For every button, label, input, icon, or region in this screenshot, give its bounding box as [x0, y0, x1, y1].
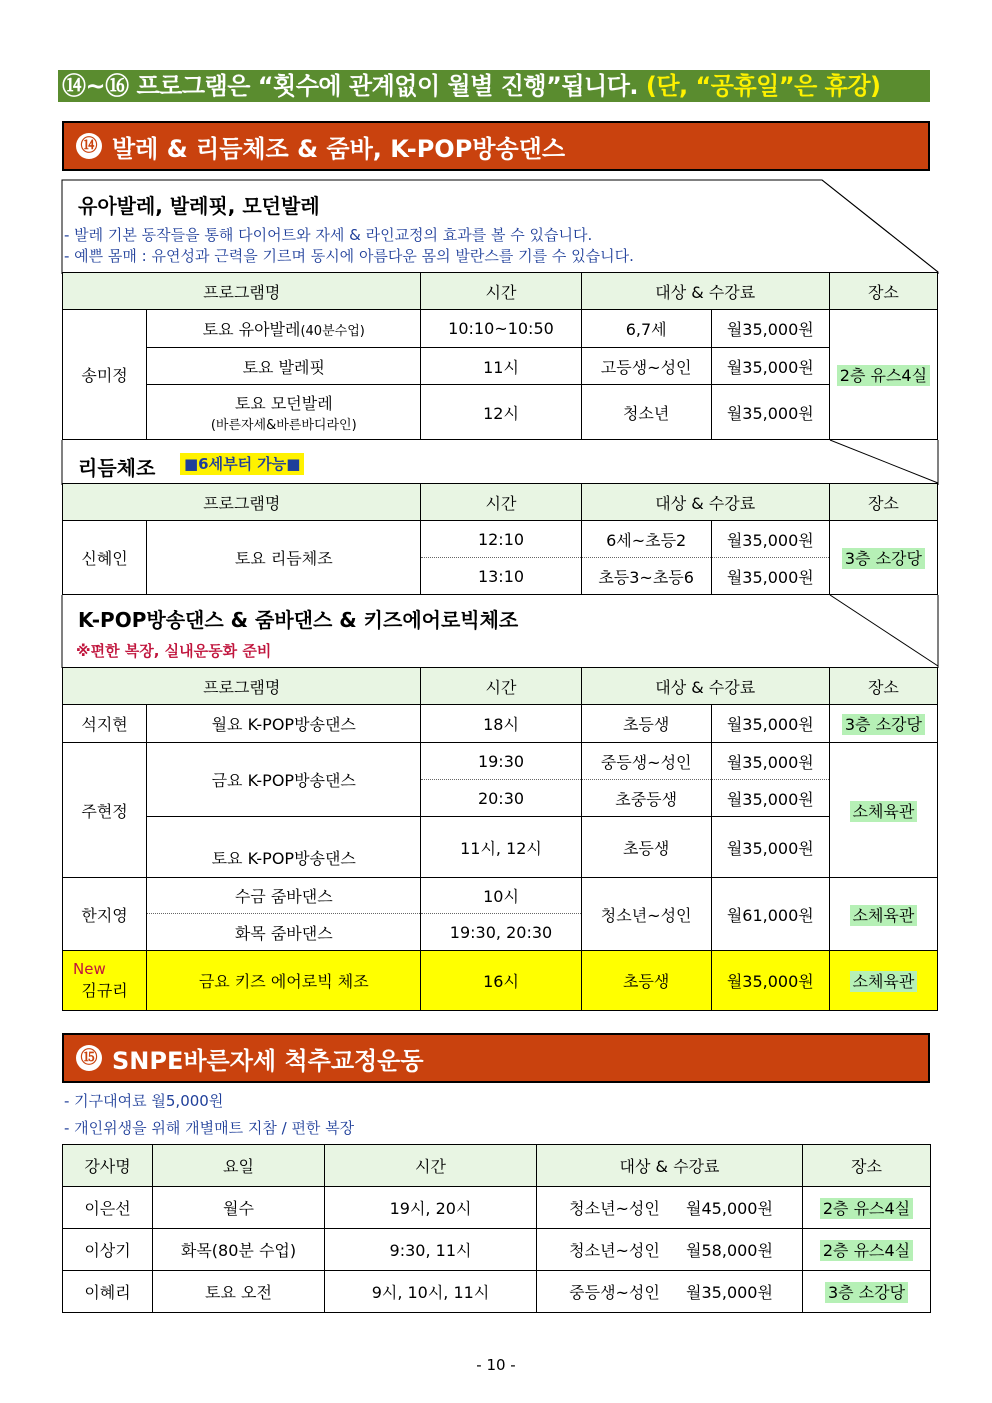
program-cell: 토요 K-POP방송댄스	[147, 817, 421, 878]
banner-highlight: (단, “공휴일”은 휴강)	[645, 72, 881, 100]
target-cell: 고등생~성인	[581, 348, 711, 385]
place-label: 2층 유스4실	[820, 1198, 913, 1219]
time-cell: 10:10~10:50	[421, 310, 581, 348]
section-14-number: ⑭	[76, 133, 102, 159]
instructor-cell: 이상기	[63, 1229, 153, 1271]
program-cell	[147, 385, 421, 440]
section-15-number: ⑮	[76, 1045, 102, 1071]
fee-cell: 월61,000원	[711, 878, 829, 951]
banner-lead: ⑭~⑯ 프로그램은 “횟수에 관계없이 월별 진행”됩니다.	[62, 72, 639, 100]
rhythm-badge-wrap	[180, 453, 304, 474]
target-cell: 중등생~성인	[581, 743, 711, 780]
ballet-note-2: - 예쁜 몸매 : 유연성과 근력을 기르며 동시에 아름다운 몸의 발란스를 기를 수 있습니다.	[64, 247, 634, 265]
target-cell: 6세~초등2	[581, 521, 711, 558]
target-label: 중등생~성인	[569, 1283, 660, 1302]
program-cell: 금요 키즈 에어로빅 체조	[147, 951, 421, 1011]
section-15-title: SNPE바른자세 척추교정운동	[112, 1046, 424, 1075]
header-program: 프로그램명	[63, 273, 421, 310]
target-cell: 초등생	[581, 817, 711, 878]
place-label: 3층 소강당	[842, 714, 925, 735]
fee-label: 월35,000원	[686, 1283, 773, 1302]
program-note: (바른자세&바른바디라인)	[210, 418, 357, 433]
time-cell: 11시, 12시	[421, 817, 581, 878]
program-note: (40분수업)	[300, 324, 365, 339]
instructor-cell: 석지현	[63, 705, 147, 743]
header-instructor: 강사명	[63, 1145, 153, 1187]
page-number: - 10 -	[476, 1356, 516, 1374]
program-cell	[147, 310, 421, 348]
fee-cell: 월35,000원	[711, 951, 829, 1011]
place-cell	[803, 1187, 931, 1229]
fee-label: 월45,000원	[686, 1199, 773, 1218]
day-cell: 화목(80분 수업)	[153, 1229, 325, 1271]
target-cell: 초등생	[581, 705, 711, 743]
program-cell: 토요 발레핏	[147, 348, 421, 385]
place-label: 3층 소강당	[825, 1282, 908, 1303]
program-name: 토요 유아발레	[202, 320, 301, 339]
fee-cell: 월35,000원	[711, 521, 829, 558]
header-time: 시간	[421, 484, 581, 521]
instructor-name: 김규리	[81, 981, 128, 1000]
place-cell	[803, 1271, 931, 1313]
time-cell: 18시	[421, 705, 581, 743]
place-label: 소체육관	[850, 971, 918, 992]
header-target-fee: 대상 & 수강료	[581, 484, 829, 521]
fee-cell: 월35,000원	[711, 817, 829, 878]
place-cell	[829, 878, 937, 951]
header-time: 시간	[421, 273, 581, 310]
instructor-cell: 주현정	[63, 743, 147, 878]
place-cell	[829, 521, 937, 595]
header-program: 프로그램명	[63, 484, 421, 521]
time-cell: 10시	[421, 878, 581, 914]
section-15-header	[62, 1033, 930, 1083]
time-cell: 16시	[421, 951, 581, 1011]
time-cell: 9:30, 11시	[325, 1229, 537, 1271]
time-cell: 9시, 10시, 11시	[325, 1271, 537, 1313]
kpop-title: K-POP방송댄스 & 줌바댄스 & 키즈에어로빅체조	[78, 608, 519, 632]
section-14-header	[62, 121, 930, 171]
target-fee-cell	[537, 1187, 803, 1229]
program-cell: 화목 줌바댄스	[147, 914, 421, 951]
snpe-note-2: - 개인위생을 위해 개별매트 지참 / 편한 복장	[64, 1119, 355, 1137]
program-cell: 토요 리듬체조	[147, 521, 421, 595]
header-place: 장소	[829, 668, 937, 705]
time-cell: 11시	[421, 348, 581, 385]
new-tag: New	[73, 960, 106, 978]
target-fee-cell	[537, 1229, 803, 1271]
fee-cell: 월35,000원	[711, 743, 829, 780]
place-cell	[829, 951, 937, 1011]
target-cell: 청소년~성인	[581, 878, 711, 951]
header-time: 시간	[421, 668, 581, 705]
time-cell: 20:30	[421, 780, 581, 817]
instructor-cell: 이은선	[63, 1187, 153, 1229]
target-cell: 초등3~초등6	[581, 558, 711, 595]
day-cell: 월수	[153, 1187, 325, 1229]
time-cell: 13:10	[421, 558, 581, 595]
place-cell	[829, 743, 937, 878]
header-program: 프로그램명	[63, 668, 421, 705]
time-cell: 19:30	[421, 743, 581, 780]
target-label: 청소년~성인	[569, 1241, 660, 1260]
program-name: 토요 모던발레	[234, 394, 333, 413]
fee-cell: 월35,000원	[711, 310, 829, 348]
instructor-cell	[63, 951, 147, 1011]
header-target-fee: 대상 & 수강료	[581, 273, 829, 310]
program-cell: 월요 K-POP방송댄스	[147, 705, 421, 743]
place-label: 소체육관	[850, 801, 918, 822]
notice-banner	[58, 70, 930, 102]
place-cell	[829, 705, 937, 743]
target-cell: 6,7세	[581, 310, 711, 348]
header-day: 요일	[153, 1145, 325, 1187]
kpop-table	[62, 667, 938, 1011]
place-label: 3층 소강당	[842, 548, 925, 569]
rhythm-title: 리듬체조	[78, 456, 156, 480]
day-cell: 토요 오전	[153, 1271, 325, 1313]
time-cell: 19:30, 20:30	[421, 914, 581, 951]
target-fee-cell	[537, 1271, 803, 1313]
fee-label: 월58,000원	[686, 1241, 773, 1260]
place-cell	[803, 1229, 931, 1271]
header-place: 장소	[803, 1145, 931, 1187]
target-cell: 초중등생	[581, 780, 711, 817]
fee-cell: 월35,000원	[711, 780, 829, 817]
header-target-fee: 대상 & 수강료	[537, 1145, 803, 1187]
place-label: 2층 유스4실	[820, 1240, 913, 1261]
header-time: 시간	[325, 1145, 537, 1187]
fee-cell: 월35,000원	[711, 705, 829, 743]
fee-cell: 월35,000원	[711, 348, 829, 385]
snpe-note-1: - 기구대여료 월5,000원	[64, 1092, 224, 1110]
target-cell: 청소년	[581, 385, 711, 440]
time-cell: 12시	[421, 385, 581, 440]
instructor-cell: 송미정	[63, 310, 147, 440]
program-cell: 수금 줌바댄스	[147, 878, 421, 914]
header-place: 장소	[829, 484, 937, 521]
ballet-note-1: - 발레 기본 동작들을 통해 다이어트와 자세 & 라인교정의 효과를 볼 수 있습니다.	[64, 226, 593, 244]
rhythm-age-badge: ■6세부터 가능■	[180, 453, 304, 475]
instructor-cell: 한지영	[63, 878, 147, 951]
header-target-fee: 대상 & 수강료	[581, 668, 829, 705]
section-14-title: 발레 & 리듬체조 & 줌바, K-POP방송댄스	[112, 134, 566, 163]
rhythm-table	[62, 483, 938, 595]
program-cell: 금요 K-POP방송댄스	[147, 743, 421, 817]
instructor-cell: 신혜인	[63, 521, 147, 595]
target-cell: 초등생	[581, 951, 711, 1011]
target-label: 청소년~성인	[569, 1199, 660, 1218]
time-cell: 19시, 20시	[325, 1187, 537, 1229]
header-place: 장소	[829, 273, 937, 310]
ballet-title: 유아발레, 발레핏, 모던발레	[78, 194, 320, 218]
place-label: 2층 유스4실	[837, 365, 930, 386]
place-label: 소체육관	[850, 905, 918, 926]
time-cell: 12:10	[421, 521, 581, 558]
fee-cell: 월35,000원	[711, 558, 829, 595]
kpop-note: ※편한 복장, 실내운동화 준비	[76, 642, 272, 660]
ballet-table	[62, 272, 938, 440]
place-cell	[829, 310, 937, 440]
fee-cell: 월35,000원	[711, 385, 829, 440]
snpe-table	[62, 1144, 931, 1313]
instructor-cell: 이혜리	[63, 1271, 153, 1313]
